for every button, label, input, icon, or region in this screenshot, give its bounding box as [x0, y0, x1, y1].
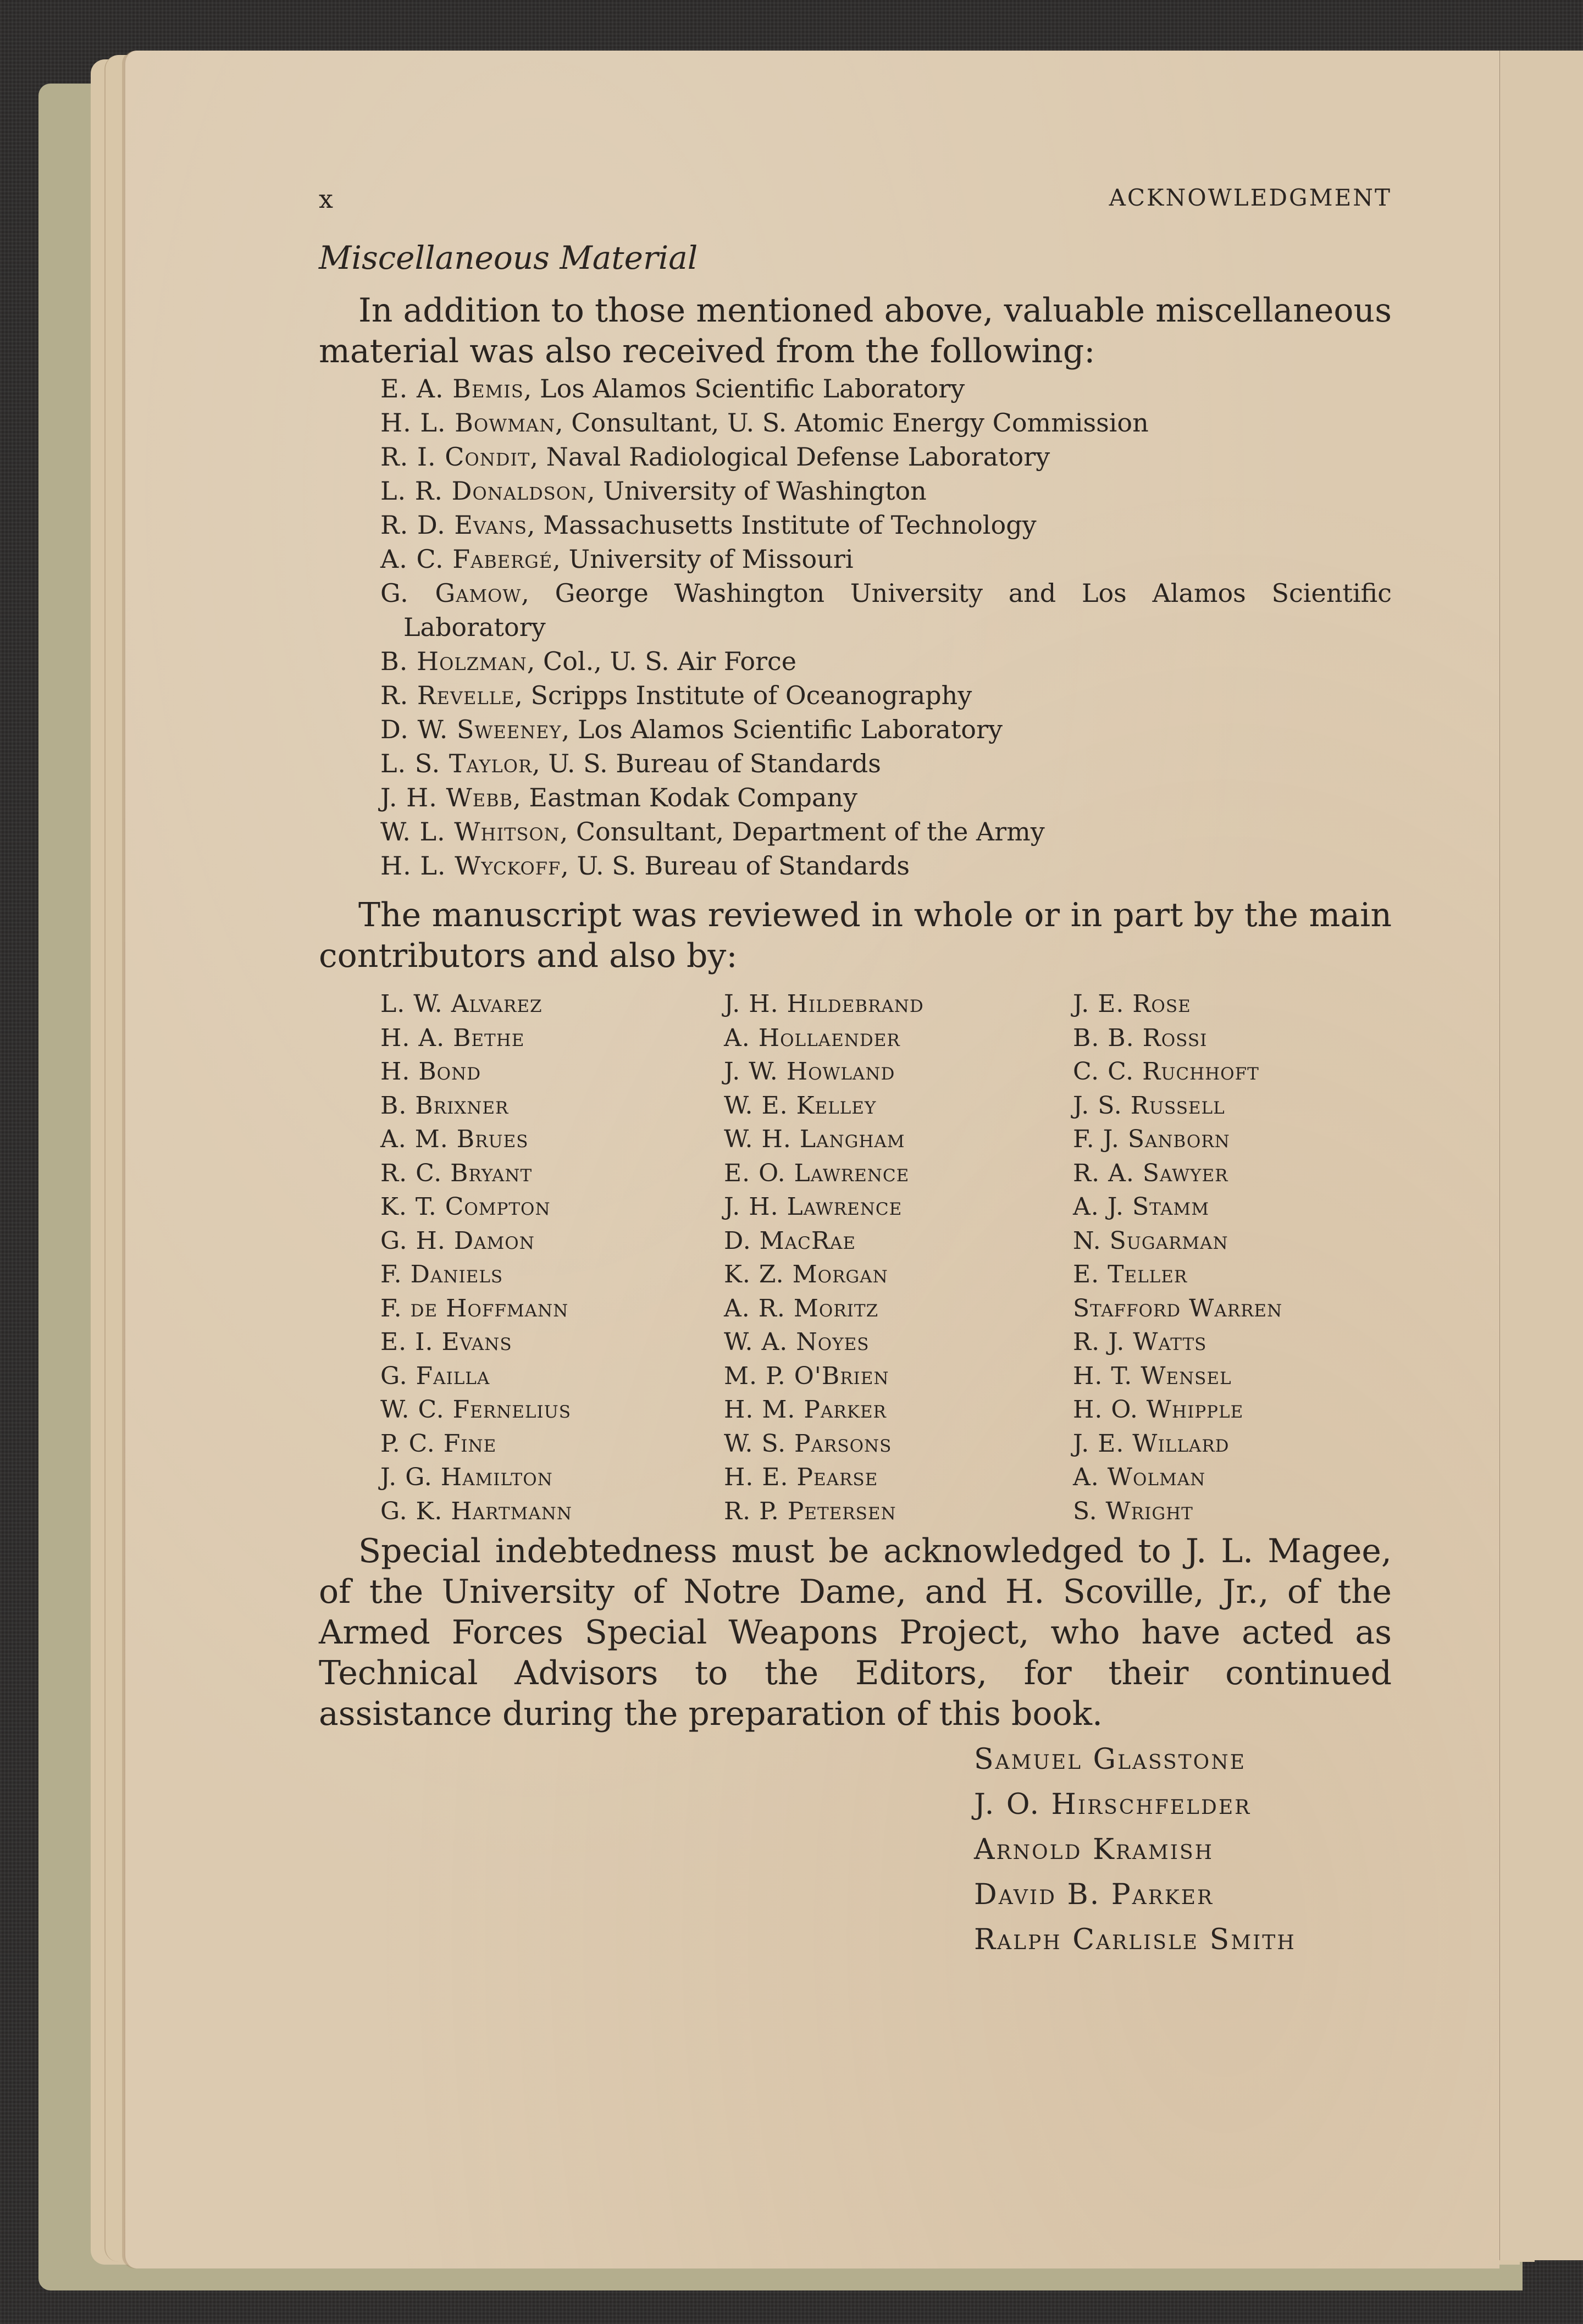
list-item: A. Hollaender — [724, 1023, 900, 1052]
list-item: F. Daniels — [380, 1260, 503, 1288]
list-item: G. K. Hartmann — [380, 1497, 573, 1525]
list-item: A. J. Stamm — [1073, 1193, 1209, 1221]
page-number: x — [319, 184, 334, 214]
list-item: A. R. Moritz — [724, 1294, 879, 1323]
running-head — [319, 184, 1392, 217]
list-item: B. B. Rossi — [1073, 1023, 1208, 1052]
list-item: L. R. Donaldson, University of Washington — [380, 476, 927, 506]
list-item: E. A. Bemis, Los Alamos Scientific Laboratory — [380, 374, 965, 403]
list-item: R. J. Watts — [1073, 1328, 1207, 1356]
list-item: W. L. Whitson, Consultant, Department of the Army — [380, 817, 1045, 846]
list-item: D. W. Sweeney, Los Alamos Scientific Laboratory — [380, 715, 1003, 744]
list-item: A. Wolman — [1073, 1463, 1206, 1491]
list-item: W. H. Langham — [724, 1125, 905, 1153]
list-item: K. Z. Morgan — [724, 1260, 888, 1288]
list-item: J. H. Lawrence — [724, 1193, 903, 1221]
list-item: R. A. Sawyer — [1073, 1159, 1228, 1187]
list-item: B. Holzman, Col., U. S. Air Force — [380, 646, 797, 676]
list-item: J. S. Russell — [1073, 1091, 1225, 1120]
list-item: E. Teller — [1073, 1260, 1188, 1288]
list-item: H. T. Wensel — [1073, 1362, 1232, 1390]
list-item: H. A. Bethe — [380, 1023, 525, 1052]
list-item: H. L. Bowman, Consultant, U. S. Atomic Energy Commission — [380, 408, 1149, 438]
list-item: S. Wright — [1073, 1497, 1193, 1525]
list-item: E. I. Evans — [380, 1328, 512, 1356]
list-item: A. C. Fabergé, University of Missouri — [380, 544, 854, 574]
section-subheading: Miscellaneous Material — [319, 239, 698, 276]
list-item: G. H. Damon — [380, 1226, 535, 1255]
list-item: N. Sugarman — [1073, 1226, 1228, 1255]
list-item: J. W. Howland — [724, 1058, 895, 1086]
signatory: Samuel Glasstone — [974, 1743, 1246, 1776]
reviewers-column-3 — [1073, 987, 1282, 1528]
list-item: F. J. Sanborn — [1073, 1125, 1230, 1153]
list-item: H. Bond — [380, 1058, 481, 1086]
list-item: W. C. Fernelius — [380, 1396, 572, 1424]
list-item: W. S. Parsons — [724, 1429, 892, 1458]
special-indebtedness-paragraph: Special indebtedness must be acknowledged to J. L. Magee, of the University of Notre Dame, and H. Scoville, Jr., of the Armed Forces Special Weapons Project, who have acted as Technical Advisors to the Editors, for their continued assistance during the preparation of this book. — [319, 1532, 1392, 1733]
reviewers-table — [380, 987, 1392, 1526]
list-item: A. M. Brues — [380, 1125, 529, 1153]
list-item: Stafford Warren — [1073, 1294, 1283, 1323]
list-item: D. MacRae — [724, 1226, 856, 1255]
signatory: Ralph Carlisle Smith — [974, 1923, 1296, 1956]
list-item: H. E. Pearse — [724, 1463, 878, 1491]
review-paragraph: The manuscript was reviewed in whole or in part by the main contributors and also by: — [319, 896, 1392, 975]
intro-paragraph: In addition to those mentioned above, valuable miscellaneous material was also received from the following: — [319, 291, 1392, 370]
list-item: L. W. Alvarez — [380, 990, 543, 1018]
list-item: H. L. Wyckoff, U. S. Bureau of Standards — [380, 851, 910, 881]
signatory: David B. Parker — [974, 1878, 1214, 1911]
list-item: J. E. Rose — [1073, 990, 1191, 1018]
list-item: R. Revelle, Scripps Institute of Oceanography — [380, 680, 972, 710]
list-item: G. Failla — [380, 1362, 490, 1390]
list-item: R. I. Condit, Naval Radiological Defense Laboratory — [380, 442, 1050, 472]
list-item: P. C. Fine — [380, 1429, 497, 1458]
list-item: W. E. Kelley — [724, 1091, 877, 1120]
list-item: J. G. Hamilton — [380, 1463, 553, 1491]
list-item: G. Gamow, George Washington University and Los Alamos Scientific Laboratory — [380, 578, 1392, 642]
reviewers-column-2 — [724, 987, 924, 1528]
list-item: R. P. Petersen — [724, 1497, 896, 1525]
list-item: W. A. Noyes — [724, 1328, 870, 1356]
list-item: M. P. O'Brien — [724, 1362, 889, 1390]
misc-contributors-list — [380, 372, 1392, 883]
list-item: R. D. Evans, Massachusetts Institute of Technology — [380, 510, 1037, 540]
running-head-title: ACKNOWLEDGMENT — [1109, 184, 1392, 211]
list-item: B. Brixner — [380, 1091, 509, 1120]
list-item: R. C. Bryant — [380, 1159, 533, 1187]
list-item: J. H. Webb, Eastman Kodak Company — [380, 783, 857, 812]
list-item: E. O. Lawrence — [724, 1159, 910, 1187]
list-item: L. S. Taylor, U. S. Bureau of Standards — [380, 749, 881, 778]
reviewers-column-1 — [380, 987, 572, 1528]
facing-page-edge — [1498, 51, 1583, 2260]
list-item: J. H. Hildebrand — [724, 990, 924, 1018]
list-item: K. T. Compton — [380, 1193, 551, 1221]
list-item: H. O. Whipple — [1073, 1396, 1244, 1424]
list-item: C. C. Ruchhoft — [1073, 1058, 1259, 1086]
list-item: J. E. Willard — [1073, 1429, 1230, 1458]
signatory: J. O. Hirschfelder — [974, 1788, 1252, 1821]
signatory: Arnold Kramish — [974, 1833, 1214, 1866]
list-item: H. M. Parker — [724, 1396, 887, 1424]
list-item: F. de Hoffmann — [380, 1294, 569, 1323]
signatories-list — [974, 1737, 1296, 1962]
